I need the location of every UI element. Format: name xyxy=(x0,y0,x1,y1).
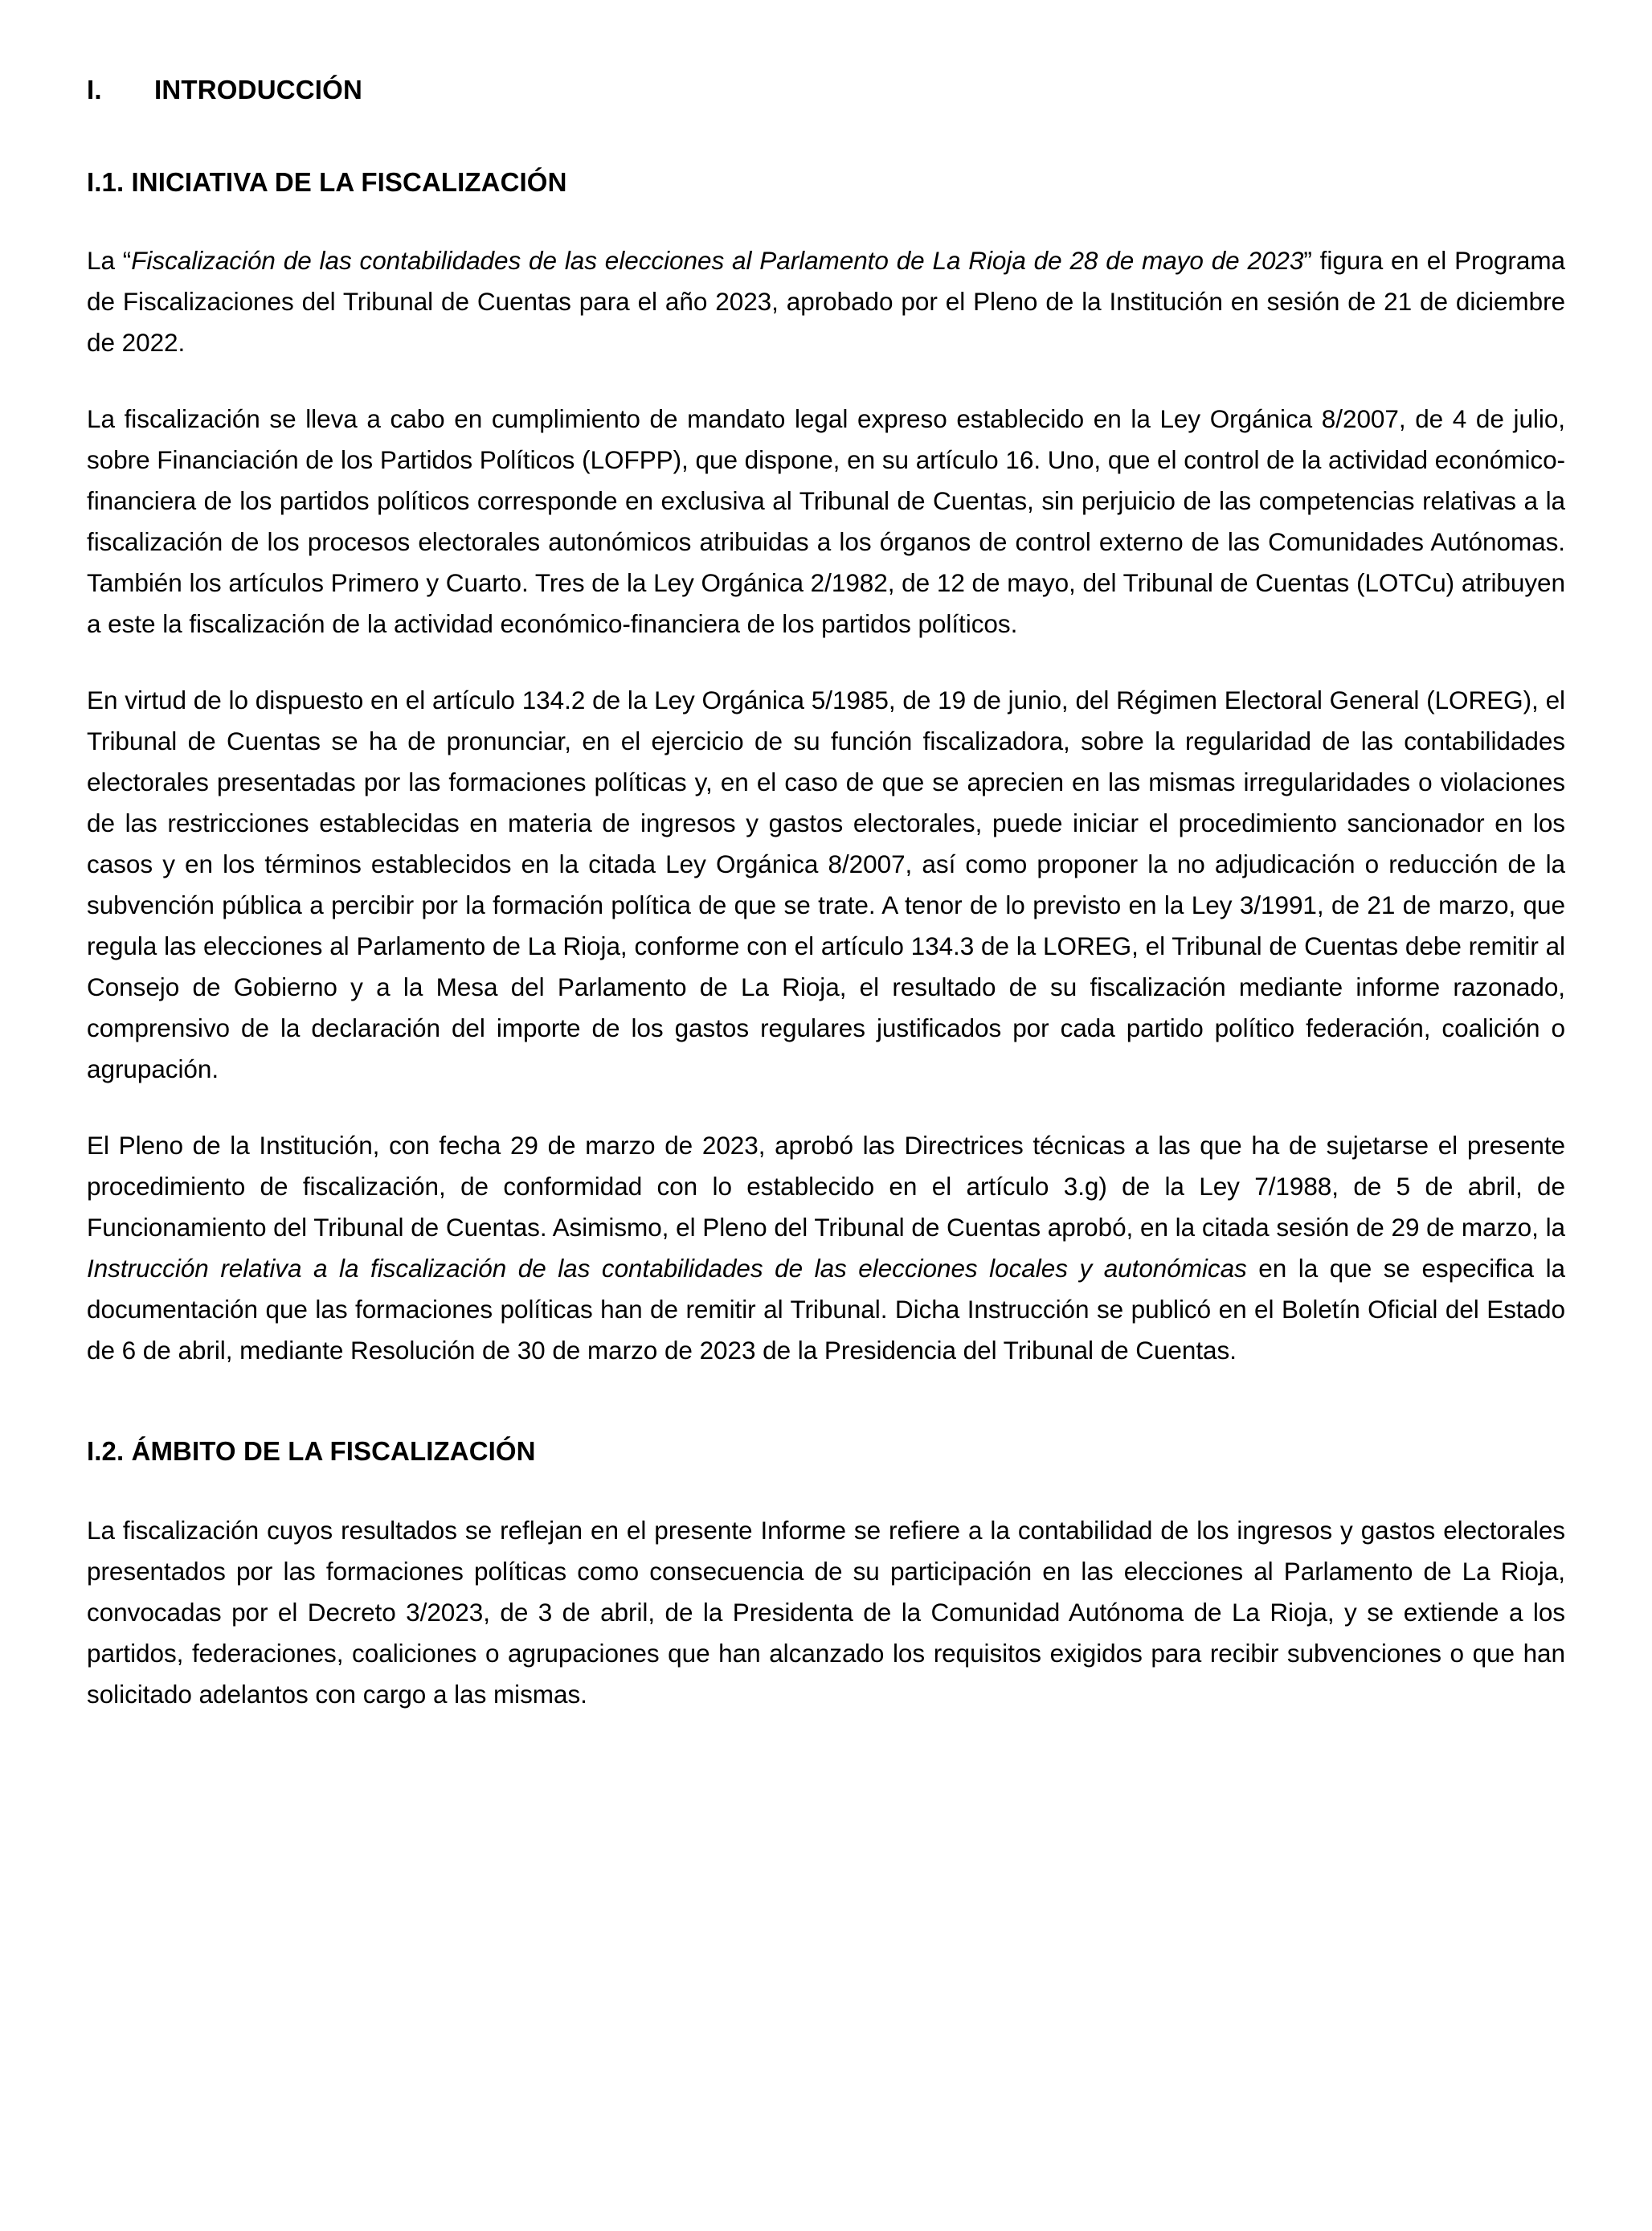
italic-run: Fiscalización de las contabilidades de las elecciones al Parlamento de La Rioja de 28 de mayo de 2023 xyxy=(131,246,1304,276)
text-run: en la que se especifica la documentación que las formaciones políticas han de remitir al Tribunal. Dicha Instrucción se publicó en el Boletín Oficial del Estado de 6 de abril, mediante Resolución de 30 de marzo de 2023 de la Presidencia del Tribunal de Cuentas. xyxy=(87,1254,1565,1365)
paragraph-3 xyxy=(87,680,1565,1090)
paragraph-1 xyxy=(87,240,1565,363)
page-title xyxy=(87,72,1565,108)
text-run: La “ xyxy=(87,246,132,276)
text-run: En virtud de lo dispuesto en el artículo 134.2 de la Ley Orgánica 5/1985, de 19 de junio, del Régimen Electoral General (LOREG), el Tribunal de Cuentas se ha de pronunciar, en el ejercicio de su función fiscalizadora, sobre la regularidad de las contabilidades electorales presentadas por las formaciones políticas y, en el caso de que se aprecien en las mismas irregularidades o violaciones de las restricciones establecidas en materia de ingresos y gastos electorales, puede iniciar el procedimiento sancionador en los casos y en los términos establecidos en la citada Ley Orgánica 8/2007, así como proponer la no adjudicación o reducción de la subvención pública a percibir por la formación política de que se trate. A tenor de lo previsto en la Ley 3/1991, de 21 de marzo, que regula las elecciones al Parlamento de La Rioja, conforme con el artículo 134.3 de la LOREG, el Tribunal de Cuentas debe remitir al Consejo de Gobierno y a la Mesa del Parlamento de La Rioja, el resultado de su fiscalización mediante informe razonado, comprensivo de la declaración del importe de los gastos regulares justificados por cada partido político federación, coalición o agrupación. xyxy=(87,686,1565,1084)
paragraph-2 xyxy=(87,399,1565,645)
text-run: La fiscalización se lleva a cabo en cumplimiento de mandato legal expreso establecido en la Ley Orgánica 8/2007, de 4 de julio, sobre Financiación de los Partidos Políticos (LOFPP), que dispone, en su artículo 16. Uno, que el control de la actividad económico-financiera de los partidos políticos corresponde en exclusiva al Tribunal de Cuentas, sin perjuicio de las competencias relativas a la fiscalización de los procesos electorales autonómicos atribuidas a los órganos de control externo de las Comunidades Autónomas. También los artículos Primero y Cuarto. Tres de la Ley Orgánica 2/1982, de 12 de mayo, del Tribunal de Cuentas (LOTCu) atribuyen a este la fiscalización de la actividad económico-financiera de los partidos políticos. xyxy=(87,404,1565,639)
subsection-heading-1: I.1. INICIATIVA DE LA FISCALIZACIÓN xyxy=(87,166,567,197)
paragraph-5 xyxy=(87,1510,1565,1715)
text-run: El Pleno de la Institución, con fecha 29 de marzo de 2023, aprobó las Directrices técnicas a las que ha de sujetarse el presente procedimiento de fiscalización, de conformidad con lo establecido en el artículo 3.g) de la Ley 7/1988, de 5 de abril, de Funcionamiento del Tribunal de Cuentas. Asimismo, el Pleno del Tribunal de Cuentas aprobó, en la citada sesión de 29 de marzo, la xyxy=(87,1131,1565,1242)
paragraph-4 xyxy=(87,1125,1565,1371)
section-title: INTRODUCCIÓN xyxy=(154,75,363,104)
italic-run: Instrucción relativa a la fiscalización de las contabilidades de las elecciones locales y autonómicas xyxy=(87,1254,1247,1283)
section-number: I. xyxy=(87,75,102,104)
text-run: La fiscalización cuyos resultados se reflejan en el presente Informe se refiere a la contabilidad de los ingresos y gastos electorales presentados por las formaciones políticas como consecuencia de su participación en las elecciones al Parlamento de La Rioja, convocadas por el Decreto 3/2023, de 3 de abril, de la Presidenta de la Comunidad Autónoma de La Rioja, y se extiende a los partidos, federaciones, coaliciones o agrupaciones que han alcanzado los requisitos exigidos para recibir subvenciones o que han solicitado adelantos con cargo a las mismas. xyxy=(87,1516,1565,1709)
text-run: ” figura en el Programa de Fiscalizaciones del Tribunal de Cuentas para el año 2023, aprobado por el Pleno de la Institución en sesión de 21 de diciembre de 2022. xyxy=(87,246,1565,358)
subsection-heading-2: I.2. ÁMBITO DE LA FISCALIZACIÓN xyxy=(87,1436,536,1467)
